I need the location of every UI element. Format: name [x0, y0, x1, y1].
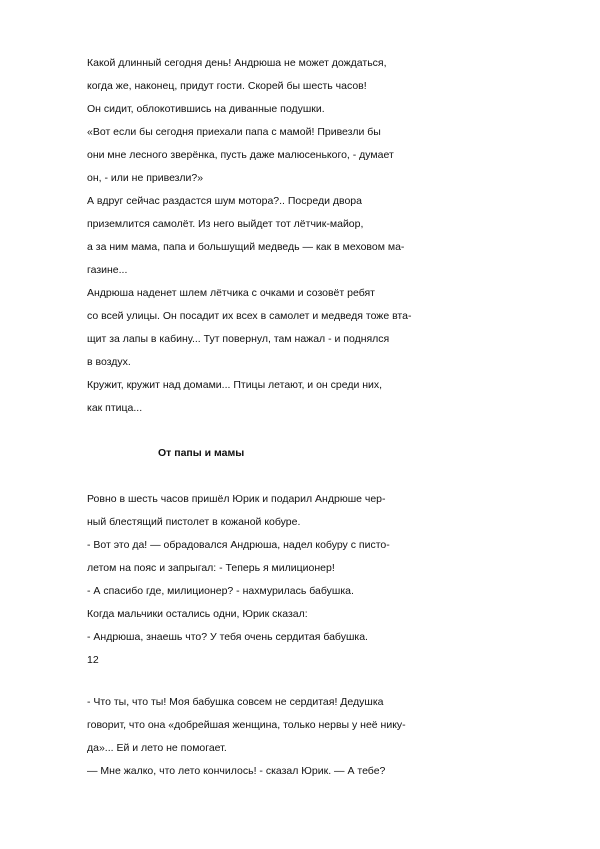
- text-line: когда же, наконец, придут гости. Скорей бы шесть часов!: [87, 80, 367, 92]
- text-line: он, - или не привезли?»: [87, 172, 204, 184]
- text-line: Он сидит, облокотившись на диванные подушки.: [87, 103, 325, 115]
- text-line: как птица...: [87, 402, 143, 414]
- text-line: А вдруг сейчас раздастся шум мотора?.. Посреди двора: [87, 195, 362, 207]
- text-line: Андрюша наденет шлем лётчика с очками и созовёт ребят: [87, 287, 375, 299]
- text-line: - А спасибо где, милиционер? - нахмурилась бабушка.: [87, 585, 354, 597]
- text-line: они мне лесного зверёнка, пусть даже малюсенького, - думает: [87, 149, 394, 161]
- text-line: со всей улицы. Он посадит их всех в самолет и медведя тоже вта-: [87, 310, 412, 322]
- text-line: щит за лапы в кабину... Тут повернул, там нажал - и поднялся: [87, 333, 390, 345]
- text-line: да»... Ей и лето не помогает.: [87, 742, 227, 754]
- text-line: приземлится самолёт. Из него выйдет тот лётчик-майор,: [87, 218, 364, 230]
- text-line: газине...: [87, 264, 128, 276]
- text-line: в воздух.: [87, 356, 131, 368]
- text-line: Ровно в шесть часов пришёл Юрик и подарил Андрюше чер-: [87, 493, 386, 505]
- text-line: говорит, что она «добрейшая женщина, только нервы у неё нику-: [87, 719, 406, 731]
- text-line: Кружит, кружит над домами... Птицы летают, и он среди них,: [87, 379, 383, 391]
- text-line: — Мне жалко, что лето кончилось! - сказал Юрик. — А тебе?: [87, 765, 386, 777]
- text-line: Когда мальчики остались одни, Юрик сказал:: [87, 608, 308, 620]
- text-line: - Андрюша, знаешь что? У тебя очень сердитая бабушка.: [87, 631, 368, 643]
- text-line: а за ним мама, папа и большущий медведь — как в меховом ма-: [87, 241, 405, 253]
- text-line: - Что ты, что ты! Моя бабушка совсем не сердитая! Дедушка: [87, 696, 384, 708]
- text-line: - Вот это да! — обрадовался Андрюша, надел кобуру с писто-: [87, 539, 390, 551]
- chapter-heading: От папы и мамы: [158, 447, 245, 459]
- text-line: летом на пояс и запрыгал: - Теперь я милиционер!: [87, 562, 335, 574]
- text-line: Какой длинный сегодня день! Андрюша не может дождаться,: [87, 57, 387, 69]
- page-number: 12: [87, 654, 99, 666]
- text-line: «Вот если бы сегодня приехали папа с мамой! Привезли бы: [87, 126, 381, 138]
- text-line: ный блестящий пистолет в кожаной кобуре.: [87, 516, 301, 528]
